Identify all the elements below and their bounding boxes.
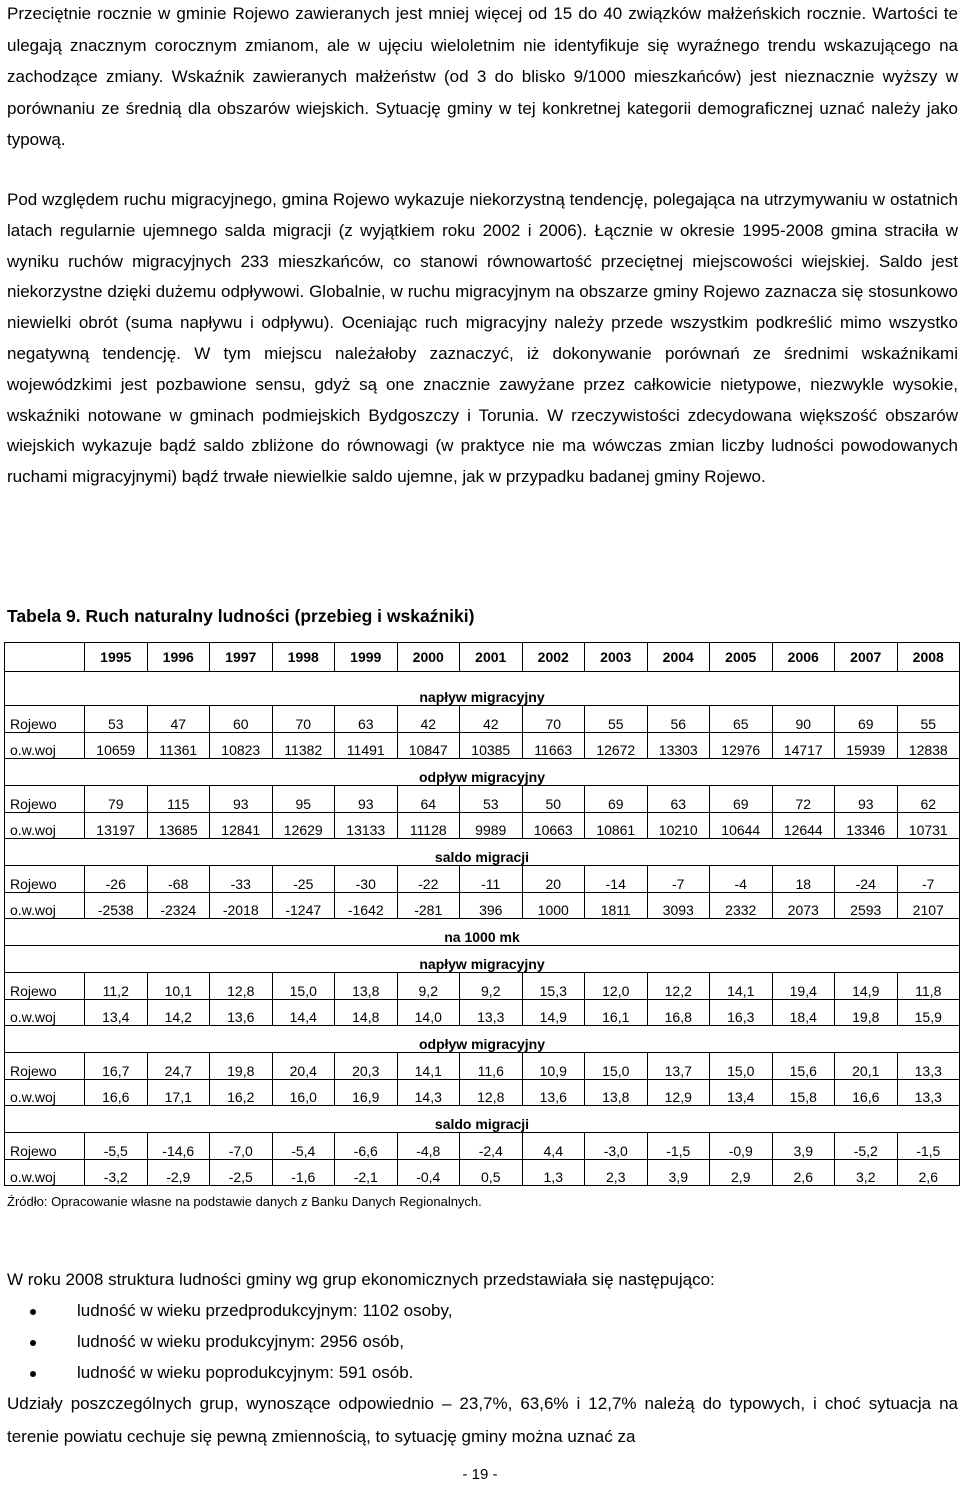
bullet-icon [30,1340,36,1346]
table-cell: 13,8 [585,1079,648,1106]
table-cell: 3,9 [647,1159,710,1186]
table-cell: 12644 [772,812,835,839]
year-header-cell: 1995 [85,643,148,672]
table-cell: 2,3 [585,1159,648,1186]
table-cell: 14,3 [397,1079,460,1106]
table-cell: 15,9 [897,999,960,1026]
table-cell: 50 [522,786,585,813]
table-cell: 2,6 [772,1159,835,1186]
table-cell: 13,6 [522,1079,585,1106]
table-cell: 3,2 [835,1159,898,1186]
subheader-row [5,919,960,946]
table-cell: 396 [460,892,523,919]
table-cell: 2073 [772,892,835,919]
table-cell: 19,8 [835,999,898,1026]
table-cell: -2,5 [210,1159,273,1186]
table-cell: 13303 [647,732,710,759]
table-cell: 11,6 [460,1053,523,1080]
table-cell: -4,8 [397,1133,460,1160]
table-cell: 14,8 [335,999,398,1026]
page-number: - 19 - [462,1466,498,1483]
table-cell: -0,4 [397,1159,460,1186]
table-row [5,786,960,813]
table-caption: Tabela 9. Ruch naturalny ludności (przebieg i wskaźniki) [7,606,475,626]
table-cell: 79 [85,786,148,813]
table-cell: 3093 [647,892,710,919]
table-cell: -7,0 [210,1133,273,1160]
paragraph-marriages: Przeciętnie rocznie w gminie Rojewo zawieranych jest mniej więcej od 15 do 40 związków małżeńskich rocznie. Wartości te ulegają znacznym corocznym zmianom, ale w ujęciu wieloletnim nie identyfikuje się wyraźnego trendu wskazującego na zachodzące zmiany. Wskaźnik zawieranych małżeństw (od 3 do blisko 9/1000 mieszkańców) jest nieznacznie wyższy w porównaniu ze średnią dla obszarów wiejskich. Sytuację gminy w tej konkretnej kategorii demograficznej uznać należy jako typową. [7,4,958,149]
row-label: o.w.woj [5,999,85,1026]
table-cell: -68 [147,866,210,893]
row-label: o.w.woj [5,732,85,759]
table-cell: 11361 [147,732,210,759]
table-cell: 13,8 [335,973,398,1000]
table-cell: -30 [335,866,398,893]
table-cell: 15,0 [710,1053,773,1080]
section-header-row [5,1106,960,1133]
table-cell: -2018 [210,892,273,919]
table-cell: 55 [897,706,960,733]
table-cell: -2324 [147,892,210,919]
table-cell: 93 [835,786,898,813]
table-cell: -11 [460,866,523,893]
table-cell: 20,4 [272,1053,335,1080]
table-cell: 69 [710,786,773,813]
table-cell: 1811 [585,892,648,919]
list-item-text: ludność w wieku produkcyjnym: 2956 osób, [77,1331,404,1351]
table-cell: 2332 [710,892,773,919]
table-row [5,706,960,733]
table-row [5,973,960,1000]
row-label: o.w.woj [5,1159,85,1186]
year-header-cell: 1999 [335,643,398,672]
row-label: o.w.woj [5,892,85,919]
table-cell: 2593 [835,892,898,919]
table-cell: 3,9 [772,1133,835,1160]
table-cell: -3,2 [85,1159,148,1186]
table-cell: -24 [835,866,898,893]
table-cell: 19,4 [772,973,835,1000]
table-cell: 24,7 [147,1053,210,1080]
table-cell: 70 [522,706,585,733]
table-cell: 10731 [897,812,960,839]
table-cell: 13,4 [85,999,148,1026]
table-cell: 12838 [897,732,960,759]
table-cell: 93 [335,786,398,813]
source-note: Źródło: Opracowanie własne na podstawie danych z Banku Danych Regionalnych. [7,1194,482,1209]
year-header-cell: 2006 [772,643,835,672]
table-cell: 60 [210,706,273,733]
year-header-cell: 1997 [210,643,273,672]
table-cell: 62 [897,786,960,813]
row-label: Rojewo [5,786,85,813]
table-cell: 16,2 [210,1079,273,1106]
table-cell: -14 [585,866,648,893]
table-cell: 13,6 [210,999,273,1026]
section-title: saldo migracji [5,839,960,866]
table-cell: 10663 [522,812,585,839]
section-title: napływ migracyjny [5,672,960,706]
table-cell: 11382 [272,732,335,759]
table-cell: 12,9 [647,1079,710,1106]
table-cell: 16,8 [647,999,710,1026]
list-item-text: ludność w wieku przedprodukcyjnym: 1102 osoby, [77,1301,453,1320]
table-cell: 70 [272,706,335,733]
table-cell: -4 [710,866,773,893]
bullet-icon [30,1309,36,1315]
list-item [30,1327,452,1358]
section-header-row [5,759,960,786]
paragraph-structure-intro: W roku 2008 struktura ludności gminy wg grup ekonomicznych przedstawiała się następująco: [7,1270,715,1289]
table-cell: 18 [772,866,835,893]
table-cell: 12,8 [460,1079,523,1106]
table-cell: 72 [772,786,835,813]
table-cell: 13685 [147,812,210,839]
table-cell: -1247 [272,892,335,919]
table-cell: -26 [85,866,148,893]
table-cell: 55 [585,706,648,733]
section-title: odpływ migracyjny [5,759,960,786]
list-item-text: ludność w wieku poprodukcyjnym: 591 osób. [77,1362,414,1382]
table-cell: 1000 [522,892,585,919]
table-cell: 13,4 [710,1079,773,1106]
table-cell: -2,1 [335,1159,398,1186]
table-cell: 12841 [210,812,273,839]
table-cell: 10823 [210,732,273,759]
table-cell: 16,0 [272,1079,335,1106]
year-header-cell: 2002 [522,643,585,672]
table-cell: -7 [647,866,710,893]
table-cell: 13,7 [647,1053,710,1080]
table-cell: 15,0 [272,973,335,1000]
table-cell: 16,6 [85,1079,148,1106]
year-header-cell: 2000 [397,643,460,672]
year-header-cell: 1996 [147,643,210,672]
table-cell: 15,6 [772,1053,835,1080]
row-label: Rojewo [5,706,85,733]
section-title: saldo migracji [5,1106,960,1133]
table-cell: 1,3 [522,1159,585,1186]
table-cell: 12629 [272,812,335,839]
table-cell: 15,0 [585,1053,648,1080]
row-label: Rojewo [5,1053,85,1080]
table-cell: -7 [897,866,960,893]
table-cell: -5,2 [835,1133,898,1160]
year-header-cell: 2001 [460,643,523,672]
year-header-cell: 2004 [647,643,710,672]
table-cell: 12672 [585,732,648,759]
table-cell: 16,6 [835,1079,898,1106]
list-item [30,1296,452,1327]
table-cell: -2,9 [147,1159,210,1186]
bullet-icon [30,1371,36,1377]
paragraph-migration: Pod względem ruchu migracyjnego, gmina Rojewo wykazuje niekorzystną tendencję, polegająca na utrzymywaniu w ostatnich latach regularnie ujemnego salda migracji (z wyjątkiem roku 2002 i 2006). Łącznie w okresie 1995-2008 gmina straciła w wyniku ruchów migracyjnych 233 mieszkańców, co stanowi równowartość przeciętnej miejscowości wiejskiej. Saldo jest niekorzystne dzięki dużemu odpływowi. Globalnie, w ruchu migracyjnym na obszarze gminy Rojewo zaznacza się stosunkowo niewielki obrót (suma napływu i odpływu). Oceniając ruch migracyjny należy przede wszystkim podkreślić mimo wszystko negatywną tendencję. W tym miejscu należałoby zaznaczyć, iż dokonywanie porównań ze średnimi wskaźnikami wojewódzkimi jest pozbawione sensu, gdyż są one znacznie zawyżane przez całkowicie nietypowe, niezwykle wysokie, wskaźniki notowane w gminach podmiejskich Bydgoszczy i Torunia. W rzeczywistości zdecydowana większość obszarów wiejskich wykazuje bądź saldo zbliżone do równowagi (w praktyce nie ma wówczas zmian liczby ludności powodowanych ruchami migracyjnymi) bądź trwałe niewielkie saldo ujemne, jak w przypadku badanej gminy Rojewo. [7,190,958,487]
table-cell: 56 [647,706,710,733]
table-cell: 9989 [460,812,523,839]
table-cell: 10,1 [147,973,210,1000]
table-row [5,1079,960,1106]
table-cell: -281 [397,892,460,919]
section-title: odpływ migracyjny [5,1026,960,1053]
table-cell: 64 [397,786,460,813]
table-cell: 11128 [397,812,460,839]
table-cell: -33 [210,866,273,893]
table-cell: 13,3 [897,1079,960,1106]
year-header-cell: 1998 [272,643,335,672]
table-cell: -2538 [85,892,148,919]
table-row [5,812,960,839]
table-row [5,892,960,919]
row-label: o.w.woj [5,1079,85,1106]
table-cell: 9,2 [460,973,523,1000]
table-cell: 12,2 [647,973,710,1000]
table-cell: 2,9 [710,1159,773,1186]
table-cell: 17,1 [147,1079,210,1106]
table-cell: -6,6 [335,1133,398,1160]
table-cell: 69 [835,706,898,733]
table-cell: 13133 [335,812,398,839]
table-cell: 47 [147,706,210,733]
table-cell: 19,8 [210,1053,273,1080]
table-cell: 15,3 [522,973,585,1000]
table-cell: 11663 [522,732,585,759]
table-cell: 53 [460,786,523,813]
table-header-row [5,643,960,672]
table-cell: 15939 [835,732,898,759]
table-cell: 53 [85,706,148,733]
table-cell: 69 [585,786,648,813]
table-cell: 2,6 [897,1159,960,1186]
table-cell: -25 [272,866,335,893]
row-label: o.w.woj [5,812,85,839]
table-cell: 13346 [835,812,898,839]
section-header-row [5,946,960,973]
table-cell: 90 [772,706,835,733]
table-cell: 10385 [460,732,523,759]
table-cell: 14717 [772,732,835,759]
table-cell: 10659 [85,732,148,759]
subheader-title: na 1000 mk [5,919,960,946]
table-cell: 63 [647,786,710,813]
table-cell: 65 [710,706,773,733]
table-cell: 14,1 [710,973,773,1000]
table-cell: 14,0 [397,999,460,1026]
section-header-row [5,1026,960,1053]
table-cell: 4,4 [522,1133,585,1160]
table-cell: 10,9 [522,1053,585,1080]
population-groups-list [30,1296,452,1388]
table-cell: 16,3 [710,999,773,1026]
table-cell: 9,2 [397,973,460,1000]
table-cell: 13,3 [460,999,523,1026]
table-cell: 10861 [585,812,648,839]
table-cell: 42 [397,706,460,733]
table-cell: 10210 [647,812,710,839]
table-cell: 13197 [85,812,148,839]
table-cell: -14,6 [147,1133,210,1160]
header-corner-cell [5,643,85,672]
table-cell: 12,0 [585,973,648,1000]
table-cell: 20,1 [835,1053,898,1080]
table-cell: 115 [147,786,210,813]
table-cell: 2107 [897,892,960,919]
paragraph-shares: Udziały poszczególnych grup, wynoszące odpowiednio – 23,7%, 63,6% i 12,7% należą do typowych, i choć sytuacja na terenie powiatu cechuje się pewną zmiennością, to sytuację gminy można uznać za [7,1394,958,1446]
table-cell: 16,1 [585,999,648,1026]
table-cell: -1,5 [647,1133,710,1160]
year-header-cell: 2008 [897,643,960,672]
table-row [5,1053,960,1080]
table-cell: 11,8 [897,973,960,1000]
table-cell: 14,2 [147,999,210,1026]
table-cell: 16,7 [85,1053,148,1080]
table-cell: 95 [272,786,335,813]
table-row [5,732,960,759]
migration-table [4,642,960,1186]
year-header-cell: 2007 [835,643,898,672]
table-cell: 0,5 [460,1159,523,1186]
year-header-cell: 2003 [585,643,648,672]
table-cell: -1642 [335,892,398,919]
table-cell: 14,1 [397,1053,460,1080]
table-cell: -1,6 [272,1159,335,1186]
table-row [5,1133,960,1160]
table-row [5,999,960,1026]
row-label: Rojewo [5,866,85,893]
table-cell: -22 [397,866,460,893]
table-cell: 14,9 [522,999,585,1026]
section-header-row [5,672,960,706]
table-cell: -5,4 [272,1133,335,1160]
table-cell: 11491 [335,732,398,759]
table-cell: 42 [460,706,523,733]
table-row [5,866,960,893]
year-header-cell: 2005 [710,643,773,672]
table-cell: 10847 [397,732,460,759]
table-cell: 13,3 [897,1053,960,1080]
table-cell: 12976 [710,732,773,759]
table-cell: 20 [522,866,585,893]
row-label: Rojewo [5,973,85,1000]
table-cell: 20,3 [335,1053,398,1080]
table-cell: 12,8 [210,973,273,1000]
table-cell: 63 [335,706,398,733]
table-cell: 14,9 [835,973,898,1000]
table-cell: -2,4 [460,1133,523,1160]
table-cell: 16,9 [335,1079,398,1106]
list-item [30,1358,452,1389]
table-cell: 10644 [710,812,773,839]
table-cell: -5,5 [85,1133,148,1160]
table-cell: 15,8 [772,1079,835,1106]
row-label: Rojewo [5,1133,85,1160]
table-cell: 93 [210,786,273,813]
table-cell: 18,4 [772,999,835,1026]
table-cell: 14,4 [272,999,335,1026]
table-cell: -3,0 [585,1133,648,1160]
table-cell: 11,2 [85,973,148,1000]
table-cell: -1,5 [897,1133,960,1160]
section-header-row [5,839,960,866]
table-cell: -0,9 [710,1133,773,1160]
table-row [5,1159,960,1186]
section-title: napływ migracyjny [5,946,960,973]
